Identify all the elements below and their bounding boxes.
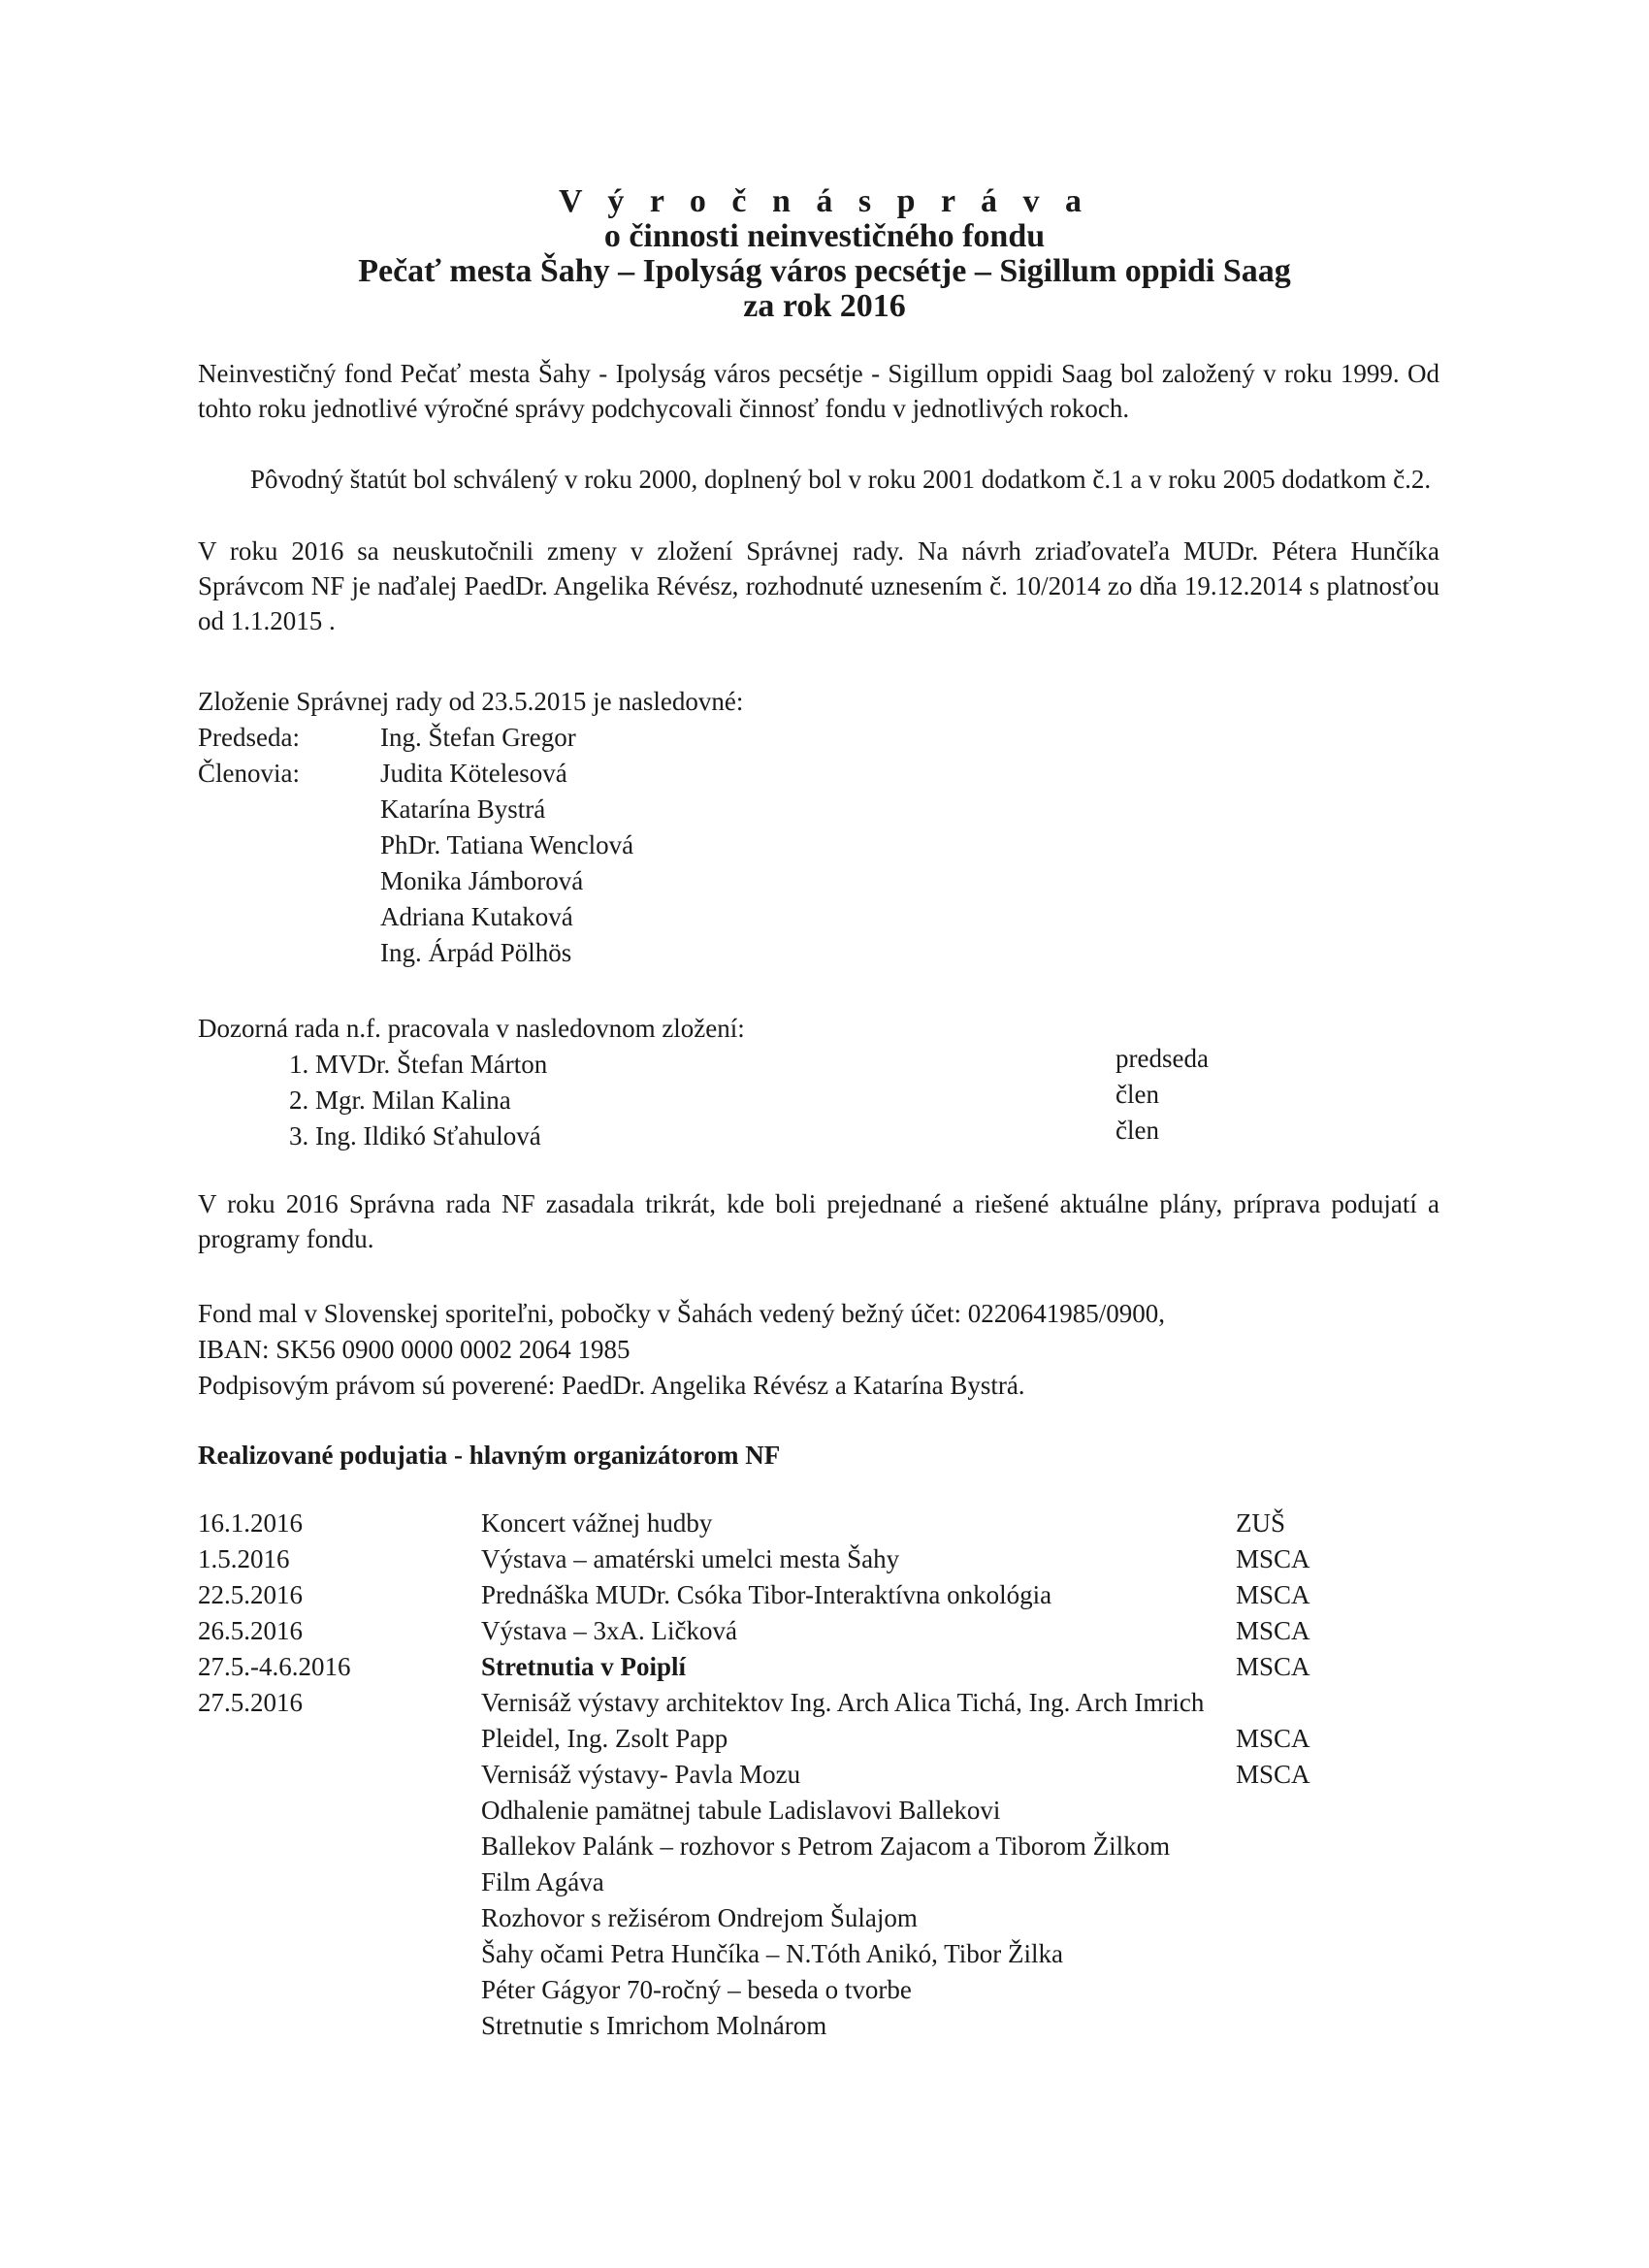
event-organizer: MSCA bbox=[1236, 1580, 1310, 1609]
supervisory-member-role: člen bbox=[1116, 1116, 1159, 1145]
intro-paragraph-1: Neinvestičný fond Pečať mesta Šahy - Ipolyság város pecsétje - Sigillum oppidi Saag bol založený v roku 1999. Od tohto roku jednotlivé výročné správy podchycovali činnosť fondu v jednotlivých rokoch. bbox=[198, 359, 1439, 423]
bank-signatories-line: Podpisovým právom sú poverené: PaedDr. Angelika Révész a Katarína Bystrá. bbox=[198, 1371, 1025, 1400]
board-heading: Zloženie Správnej rady od 23.5.2015 je nasledovné: bbox=[198, 687, 744, 716]
event-name: Odhalenie pamätnej tabule Ladislavovi Ballekovi bbox=[481, 1796, 1001, 1825]
events-table bbox=[198, 1508, 1420, 2047]
event-organizer: MSCA bbox=[1236, 1724, 1310, 1753]
event-name: Výstava – amatérski umelci mesta Šahy bbox=[481, 1544, 900, 1573]
event-name: Rozhovor s režisérom Ondrejom Šulajom bbox=[481, 1903, 918, 1932]
board-chair-label: Predseda: bbox=[198, 723, 300, 752]
event-name: Prednáška MUDr. Csóka Tibor-Interaktívna onkológia bbox=[481, 1580, 1052, 1609]
event-row bbox=[198, 1796, 1420, 1831]
event-row bbox=[198, 2011, 1420, 2047]
event-row bbox=[198, 1831, 1420, 1867]
title-line-1: V ý r o č n á s p r á v a bbox=[558, 183, 1091, 219]
event-name: Péter Gágyor 70-ročný – beseda o tvorbe bbox=[481, 1975, 912, 2004]
board-member: Monika Jámborová bbox=[380, 866, 584, 895]
board-member: Ing. Árpád Pölhös bbox=[380, 938, 572, 967]
event-organizer: MSCA bbox=[1236, 1652, 1310, 1681]
intro-paragraph-2: Pôvodný štatút bol schválený v roku 2000, doplnený bol v roku 2001 dodatkom č.1 a v roku 2005 dodatkom č.2. bbox=[250, 465, 1432, 494]
event-date: 26.5.2016 bbox=[198, 1616, 303, 1645]
event-organizer: ZUŠ bbox=[1236, 1508, 1286, 1538]
event-row bbox=[198, 1724, 1420, 1760]
event-name: Film Agáva bbox=[481, 1867, 604, 1896]
events-heading: Realizované podujatia - hlavným organizátorom NF bbox=[198, 1441, 781, 1470]
event-name: Ballekov Palánk – rozhovor s Petrom Zajacom a Tiborom Žilkom bbox=[481, 1831, 1171, 1861]
board-member: PhDr. Tatiana Wenclová bbox=[380, 830, 634, 859]
event-name: Vernisáž výstavy architektov Ing. Arch Alica Tichá, Ing. Arch Imrich bbox=[481, 1688, 1205, 1717]
title-line-4: za rok 2016 bbox=[743, 288, 906, 324]
event-name: Koncert vážnej hudby bbox=[481, 1508, 713, 1538]
event-row bbox=[198, 1616, 1420, 1652]
supervisory-member-name: 1. MVDr. Štefan Márton bbox=[289, 1050, 548, 1079]
board-chair-name: Ing. Štefan Gregor bbox=[380, 723, 576, 752]
event-date: 1.5.2016 bbox=[198, 1544, 290, 1573]
event-row bbox=[198, 1867, 1420, 1903]
board-member: Adriana Kutaková bbox=[380, 902, 573, 931]
event-row bbox=[198, 1652, 1420, 1688]
event-name: Výstava – 3xA. Ličková bbox=[481, 1616, 737, 1645]
board-member: Katarína Bystrá bbox=[380, 794, 546, 824]
supervisory-member-name: 3. Ing. Ildikó Sťahulová bbox=[289, 1121, 541, 1150]
event-row bbox=[198, 1975, 1420, 2011]
supervisory-member-name: 2. Mgr. Milan Kalina bbox=[289, 1085, 511, 1115]
event-name: Stretnutia v Poiplí bbox=[481, 1652, 687, 1681]
supervisory-heading: Dozorná rada n.f. pracovala v nasledovnom zložení: bbox=[198, 1014, 745, 1043]
title-line-2: o činnosti neinvestičného fondu bbox=[603, 218, 1046, 254]
board-members-label: Členovia: bbox=[198, 759, 300, 788]
event-date: 16.1.2016 bbox=[198, 1508, 303, 1538]
event-row bbox=[198, 1939, 1420, 1975]
report-title bbox=[0, 184, 1649, 324]
supervisory-member-role: predseda bbox=[1116, 1044, 1209, 1073]
event-organizer: MSCA bbox=[1236, 1616, 1310, 1645]
title-line-3: Pečať mesta Šahy – Ipolyság város pecsétje – Sigillum oppidi Saag bbox=[358, 253, 1291, 289]
event-name: Vernisáž výstavy- Pavla Mozu bbox=[481, 1760, 801, 1789]
event-organizer: MSCA bbox=[1236, 1760, 1310, 1789]
event-name: Stretnutie s Imrichom Molnárom bbox=[481, 2011, 827, 2040]
event-name: Pleidel, Ing. Zsolt Papp bbox=[481, 1724, 728, 1753]
event-name: Šahy očami Petra Hunčíka – N.Tóth Anikó, Tibor Žilka bbox=[481, 1939, 1063, 1968]
event-row bbox=[198, 1688, 1420, 1724]
event-row bbox=[198, 1760, 1420, 1796]
event-row bbox=[198, 1580, 1420, 1616]
event-organizer: MSCA bbox=[1236, 1544, 1310, 1573]
bank-iban-line: IBAN: SK56 0900 0000 0002 2064 1985 bbox=[198, 1335, 630, 1364]
intro-paragraph-3: V roku 2016 sa neuskutočnili zmeny v zložení Správnej rady. Na návrh zriaďovateľa MUDr. Pétera Hunčíka Správcom NF je naďalej PaedDr. Angelika Révész, rozhodnuté uznesením č. 10/2014 zo dňa 19.12.2014 s platnosťou od 1.1.2015 . bbox=[198, 536, 1439, 635]
event-date: 27.5.2016 bbox=[198, 1688, 303, 1717]
board-member: Judita Kötelesová bbox=[380, 759, 567, 788]
bank-account-line: Fond mal v Slovenskej sporiteľni, pobočky v Šahách vedený bežný účet: 0220641985/0900, bbox=[198, 1299, 1166, 1328]
event-date: 22.5.2016 bbox=[198, 1580, 303, 1609]
supervisory-member-role: člen bbox=[1116, 1080, 1159, 1109]
event-row bbox=[198, 1544, 1420, 1580]
meetings-paragraph: V roku 2016 Správna rada NF zasadala trikrát, kde boli prejednané a riešené aktuálne plány, príprava podujatí a programy fondu. bbox=[198, 1189, 1439, 1253]
event-row bbox=[198, 1508, 1420, 1544]
event-row bbox=[198, 1903, 1420, 1939]
event-date: 27.5.-4.6.2016 bbox=[198, 1652, 351, 1681]
